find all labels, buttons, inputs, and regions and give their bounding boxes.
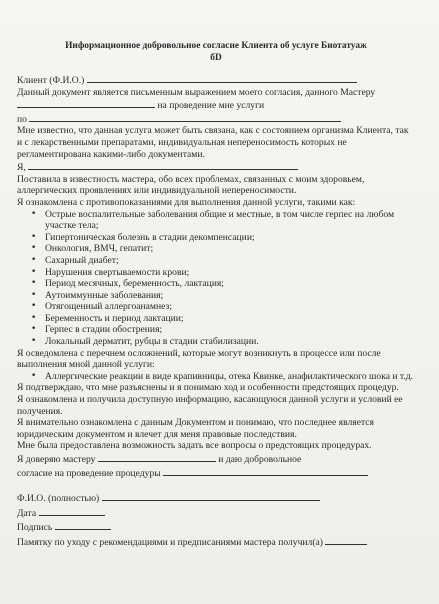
list-item: • Отягощенный аллергоанамнез; <box>45 301 415 313</box>
master-name-field[interactable] <box>17 98 155 108</box>
signature-block <box>17 491 415 548</box>
title-line-2: бD <box>210 53 222 63</box>
memo-field[interactable] <box>325 535 367 545</box>
full-name-row <box>17 491 415 505</box>
document-title <box>17 40 415 64</box>
paragraph-informed: Я ознакомлена и получила доступную информацию, касающуюся данной услуги и условий ее получения. <box>17 394 403 417</box>
date-row <box>17 506 415 520</box>
trust-middle: и даю добровольное <box>218 454 302 465</box>
full-name-field[interactable] <box>102 491 320 501</box>
service-row <box>17 112 415 126</box>
ya-label: Я, <box>17 162 26 174</box>
list-item: • Беременность и период лактации; <box>45 313 415 325</box>
trust-row <box>17 452 415 466</box>
contraindications-list <box>17 209 415 348</box>
full-name-label: Ф.И.О. (полностью) <box>17 493 100 505</box>
consent-intro-line-1: Данный документ является письменным выражением моего согласия, данного Мастеру <box>17 86 376 98</box>
list-item: • Сахарный диабет; <box>45 255 415 267</box>
list-item: • Период месячных, беременность, лактация; <box>45 278 415 290</box>
service-prefix: по <box>17 113 27 125</box>
procedure-row <box>17 466 415 480</box>
list-item: • Гипертоническая болезнь в стадии декомпенсации; <box>45 232 415 244</box>
date-label: Дата <box>17 507 37 519</box>
trust-prefix: Я доверяю мастеру <box>17 454 96 465</box>
complications-list <box>17 371 415 383</box>
title-line-1: Информационное добровольное согласие Клиента об услуге Биотатуаж <box>65 41 367 51</box>
consent-intro-line-2 <box>17 98 415 112</box>
trusted-master-field[interactable] <box>98 452 216 462</box>
paragraph-legal: Я внимательно ознакомлена с данным Документом и понимаю, что последнее является юридическим документом и влечет для меня правовые последствия. <box>17 417 374 440</box>
paragraph-confirm: Я подтверждаю, что мне разъяснены и я понимаю ход и особенности предстоящих процедур. <box>17 382 399 394</box>
list-item: • Онкология, ВМЧ, гепатит; <box>45 243 415 255</box>
client-name-field[interactable] <box>87 73 357 83</box>
consent-intro-suffix: на проведение мне услуги <box>157 100 265 112</box>
procedure-label: согласие на проведение процедуры <box>17 467 161 479</box>
client-label: Клиент (Ф.И.О.) <box>17 75 85 86</box>
list-item: • Острые воспалительные заболевания общие и местные, в том числе герпес на любом участке тела; <box>45 209 415 232</box>
paragraph-awareness: Мне известно, что данная услуга может быть связана, как с состоянием организма Клиента, так и с лекарственными препаратами, индивидуальная непереносимость которых не регламентирована какими-либо документами. <box>17 125 409 160</box>
signature-row <box>17 520 415 534</box>
list-item: • Аллергические реакции в виде крапивницы, отека Квинке, анафилактического шока и т.д. <box>45 371 415 383</box>
paragraph-questions: Мне была предоставлена возможность задать все вопросы о предстоящих процедурах. <box>17 440 372 452</box>
paragraph-complications-intro: Я осведомлена с перечнем осложнений, которые могут возникнуть в процессе или после выполнения мной данной услуги: <box>17 347 381 371</box>
list-item: • Локальный дерматит, рубцы в стадии стабилизации. <box>45 336 415 348</box>
paragraph-health: Поставила в известность мастера, обо всех проблемах, связанных с моим здоровьем, аллергических проявлениях или индивидуальной непереносимости. <box>17 173 365 197</box>
signature-field[interactable] <box>55 520 111 530</box>
paragraph-contraindications-intro: Я ознакомлена с противопоказаниями для выполнения данной услуги, такими как: <box>17 196 356 208</box>
signature-label: Подпись <box>17 522 53 534</box>
list-item: • Аутоиммунные заболевания; <box>45 290 415 302</box>
list-item: • Нарушения свертываемости крови; <box>45 267 415 279</box>
service-name-field[interactable] <box>29 112 341 122</box>
client-self-field[interactable] <box>28 160 298 170</box>
date-field[interactable] <box>39 506 105 516</box>
client-self-row <box>17 160 415 174</box>
procedure-field[interactable] <box>163 466 368 476</box>
memo-label: Памятку по уходу с рекомендациями и предписаниями мастера получил(а) <box>17 536 323 548</box>
list-item: • Герпес в стадии обострения; <box>45 324 415 336</box>
memo-row <box>17 535 415 549</box>
client-name-row <box>17 73 415 87</box>
